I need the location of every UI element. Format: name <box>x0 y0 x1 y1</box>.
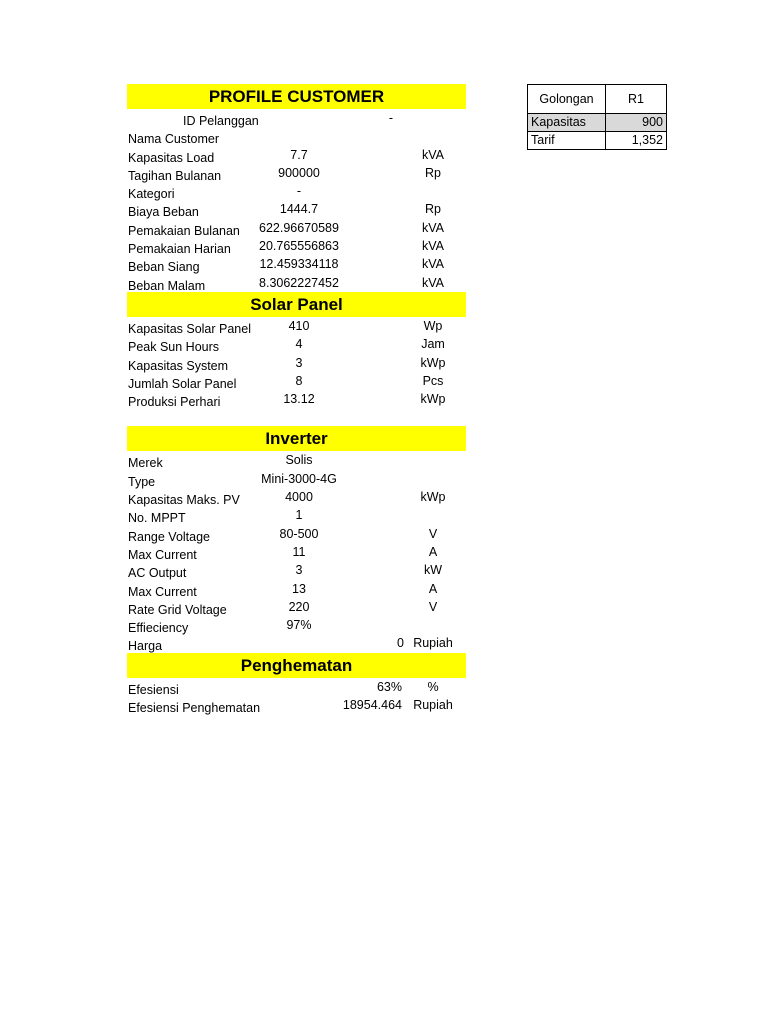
row-peak-sun-hours <box>127 335 466 353</box>
row-unit: kWp <box>420 355 446 370</box>
row-value: 1 <box>295 508 303 523</box>
golongan-row-tarif <box>528 132 667 150</box>
row-value: 410 <box>288 318 310 333</box>
row-type <box>127 470 466 488</box>
row-effieciency <box>127 616 466 634</box>
row-unit: V <box>428 526 438 541</box>
row-unit: Rupiah <box>413 636 453 651</box>
row-tagihan-bulanan <box>127 164 466 182</box>
row-label: Kapasitas Solar Panel <box>128 321 251 336</box>
row-beban-malam <box>127 274 466 292</box>
row-label: Produksi Perhari <box>128 395 221 410</box>
row-label: Biaya Beban <box>128 205 199 220</box>
row-value: Solis <box>285 453 313 468</box>
section-header-inverter: Inverter <box>127 426 466 451</box>
row-label: Range Voltage <box>128 529 211 544</box>
row-produksi-perhari <box>127 390 466 408</box>
row-pemakaian-bulanan <box>127 219 466 237</box>
row-efesiensi <box>127 678 466 696</box>
row-value: 97% <box>286 618 312 633</box>
row-ac-output <box>127 561 466 579</box>
row-label: Efesiensi Penghematan <box>128 701 261 716</box>
row-unit: kVA <box>422 147 444 162</box>
row-kapasitas-solar-panel <box>127 317 466 335</box>
row-value: - <box>388 111 394 125</box>
row-unit: kVA <box>422 239 444 254</box>
row-merek <box>127 451 466 469</box>
row-efesiensi-penghematan <box>127 696 466 714</box>
row-value: 4000 <box>285 490 313 505</box>
row-label: Beban Siang <box>128 260 200 275</box>
row-kategori <box>127 182 466 200</box>
section-header-penghematan: Penghematan <box>127 653 466 678</box>
row-value: 13.12 <box>283 392 315 407</box>
row-label: Kapasitas Maks. PV <box>128 493 240 508</box>
row-unit: Wp <box>423 318 443 333</box>
row-label: Kapasitas Load <box>128 150 215 165</box>
row-label: Rate Grid Voltage <box>128 602 227 617</box>
row-label: Pemakaian Harian <box>128 242 231 257</box>
row-label: AC Output <box>128 566 187 581</box>
golongan-value: 900 <box>606 114 667 132</box>
row-label: Nama Customer <box>128 132 219 147</box>
row-value: Mini-3000-4G <box>261 471 337 486</box>
row-unit: A <box>428 581 438 596</box>
golongan-row-kapasitas <box>528 114 667 132</box>
row-unit: kVA <box>422 275 444 290</box>
row-unit: kVA <box>422 257 444 272</box>
row-label: Merek <box>128 456 163 471</box>
row-value: 4 <box>295 337 303 352</box>
row-label: Jumlah Solar Panel <box>128 376 237 391</box>
row-unit: Pcs <box>422 373 444 388</box>
row-unit: Jam <box>421 337 445 352</box>
row-nama-customer <box>127 127 466 145</box>
row-unit: Rupiah <box>413 698 453 713</box>
row-unit: A <box>428 544 438 559</box>
row-label: Kapasitas System <box>128 358 229 373</box>
row-max-current-dc <box>127 543 466 561</box>
row-value: 20.765556863 <box>259 239 339 254</box>
row-value: 13 <box>292 581 306 596</box>
row-label: Max Current <box>128 584 197 599</box>
section-header-solar-panel: Solar Panel <box>127 292 466 317</box>
row-unit: V <box>428 599 438 614</box>
golongan-table <box>527 84 667 150</box>
row-value: 7.7 <box>290 147 308 162</box>
row-label: Harga <box>128 639 163 654</box>
row-id-pelanggan <box>127 109 466 127</box>
row-biaya-beban <box>127 200 466 218</box>
row-kapasitas-system <box>127 354 466 372</box>
row-value: 220 <box>288 599 310 614</box>
row-label: ID Pelanggan <box>183 114 259 128</box>
row-value: - <box>296 184 302 199</box>
row-value: 0 <box>397 636 404 651</box>
section-header-profile: PROFILE CUSTOMER <box>127 84 466 109</box>
row-max-current-ac <box>127 580 466 598</box>
row-no-mppt <box>127 506 466 524</box>
row-kapasitas-maks-pv <box>127 488 466 506</box>
row-kapasitas-load <box>127 146 466 164</box>
row-value: 900000 <box>278 165 320 180</box>
row-label: Beban Malam <box>128 278 206 293</box>
worksheet <box>127 84 466 714</box>
row-label: Efesiensi <box>128 682 179 697</box>
row-value: 1444.7 <box>279 202 319 217</box>
row-label: Pemakaian Bulanan <box>128 223 240 238</box>
row-label: Max Current <box>128 547 197 562</box>
row-unit: kVA <box>422 220 444 235</box>
row-label: Type <box>128 474 156 489</box>
golongan-header-value: R1 <box>606 85 667 114</box>
row-value: 8.3062227452 <box>259 275 339 290</box>
row-value: 80-500 <box>279 526 319 541</box>
row-unit: Rp <box>425 202 441 217</box>
golongan-key: Kapasitas <box>528 114 606 132</box>
row-value: 622.96670589 <box>259 220 339 235</box>
row-label: Kategori <box>128 187 175 202</box>
row-value: 3 <box>295 355 303 370</box>
row-value: 63% <box>376 679 402 694</box>
row-harga <box>127 634 466 652</box>
row-pemakaian-harian <box>127 237 466 255</box>
row-value: 11 <box>292 544 306 559</box>
row-unit: kWp <box>420 392 446 407</box>
row-range-voltage <box>127 525 466 543</box>
row-label: No. MPPT <box>128 511 186 526</box>
row-jumlah-solar-panel <box>127 372 466 390</box>
golongan-header-key: Golongan <box>528 85 606 114</box>
golongan-header-row <box>528 85 667 114</box>
row-unit: kW <box>423 563 443 578</box>
row-beban-siang <box>127 255 466 273</box>
row-label: Tagihan Bulanan <box>128 168 222 183</box>
row-value: 18954.464 <box>342 698 402 713</box>
row-unit: kWp <box>420 490 446 505</box>
golongan-key: Tarif <box>528 132 606 150</box>
row-value: 3 <box>295 563 303 578</box>
row-rate-grid-voltage <box>127 598 466 616</box>
row-label: Peak Sun Hours <box>128 340 220 355</box>
row-unit: Rp <box>425 165 441 180</box>
row-unit: % <box>427 679 439 694</box>
row-value: 12.459334118 <box>259 257 339 272</box>
row-value: 8 <box>295 373 303 388</box>
golongan-value: 1,352 <box>606 132 667 150</box>
row-label: Effieciency <box>128 621 189 636</box>
